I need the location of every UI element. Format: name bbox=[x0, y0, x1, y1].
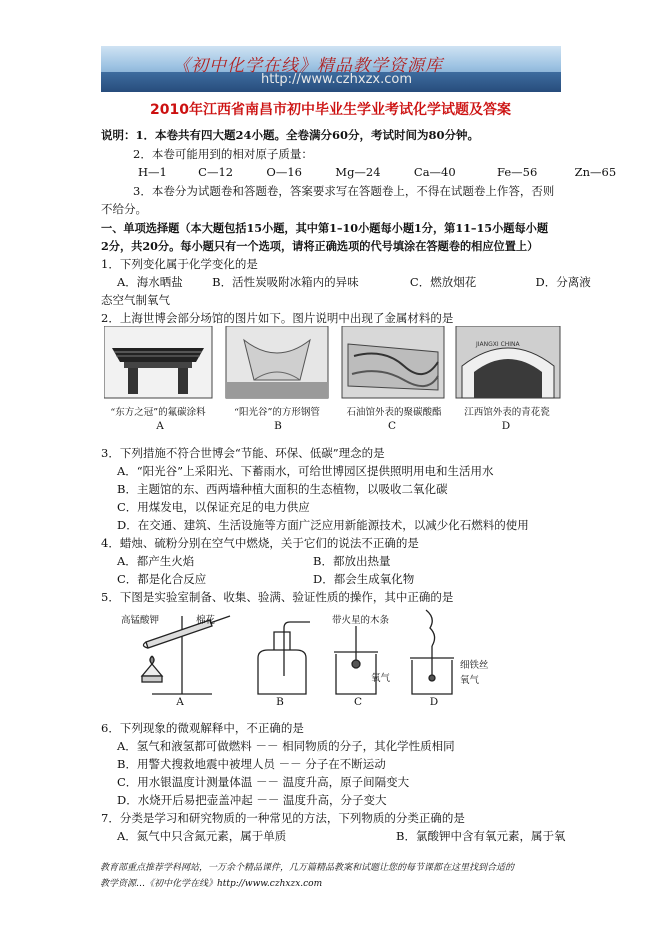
q2-figures bbox=[104, 326, 562, 438]
q5-apparatus bbox=[112, 606, 482, 702]
label-splint: 带火星的木条 bbox=[332, 615, 390, 626]
svg-text:JIANGXI CHINA: JIANGXI CHINA bbox=[476, 341, 520, 348]
figure-c-oil-pavilion bbox=[342, 326, 444, 398]
q7-option-b: B．氯酸钾中含有氧元素，属于氧 bbox=[396, 829, 566, 843]
figure-a-china-pavilion bbox=[104, 326, 212, 398]
q1-options bbox=[117, 274, 591, 290]
q5-letter-d: D bbox=[429, 696, 439, 708]
page-title: 2010年江西省南昌市初中毕业生学业考试化学试题及答案 bbox=[150, 102, 511, 118]
mass-ca: Ca—40 bbox=[413, 165, 456, 179]
mass-c: C—12 bbox=[198, 165, 234, 179]
banner-url[interactable]: http://www.czhxzx.com bbox=[261, 72, 412, 87]
q4-option-b: B．都放出热量 bbox=[313, 554, 391, 568]
q5-letter-b: B bbox=[276, 696, 284, 708]
mass-fe: Fe—56 bbox=[497, 165, 538, 179]
q6-option-a: A．氢气和液氢都可做燃料 －－ 相同物质的分子，其化学性质相同 bbox=[117, 739, 455, 753]
section-heading-1: 一、单项选择题（本大题包括15小题，其中第1–10小题每小题1分，第11–15小题每小题 bbox=[101, 221, 549, 235]
q1-option-a: A．海水晒盐 bbox=[117, 275, 183, 289]
header-banner bbox=[101, 46, 561, 92]
q2-caption-c: 石油馆外表的聚碳酸酯 bbox=[346, 407, 442, 418]
q3-option-c: C．用煤发电，以保证充足的电力供应 bbox=[117, 500, 310, 514]
q6-option-b: B．用警犬搜救地震中被埋人员 －－ 分子在不断运动 bbox=[117, 757, 386, 771]
mass-o: O—16 bbox=[266, 165, 302, 179]
q4-option-c: C．都是化合反应 bbox=[117, 572, 207, 586]
footer-line-1: 教育部重点推荐学科网站，一万余个精品课件，几万篇精品教案和试题让您的每节课都在这里找到合适的 bbox=[100, 863, 515, 873]
note-1: 说明：1．本卷共有四大题24小题。全卷满分60分，考试时间为80分钟。 bbox=[101, 128, 480, 142]
q3-stem: 3．下列措施不符合世博会“节能、环保、低碳”理念的是 bbox=[101, 446, 385, 460]
q4-stem: 4．蜡烛、硫粉分别在空气中燃烧，关于它们的说法不正确的是 bbox=[101, 536, 419, 550]
q2-caption-b: “阳光谷”的方形钢管 bbox=[234, 407, 320, 418]
apparatus-d-iron-wire bbox=[410, 610, 454, 694]
q7-stem: 7．分类是学习和研究物质的一种常见的方法，下列物质的分类正确的是 bbox=[101, 811, 465, 825]
mass-zn: Zn—65 bbox=[574, 165, 617, 179]
q6-option-d: D．水烧开后易把壶盖冲起 －－ 温度升高，分子变大 bbox=[117, 793, 387, 807]
q5-letter-a: A bbox=[176, 696, 184, 708]
apparatus-b-bottle bbox=[258, 622, 310, 694]
q5-letter-c: C bbox=[353, 696, 363, 708]
label-kmno4: 高锰酸钾 bbox=[121, 615, 160, 626]
q2-stem: 2．上海世博会部分场馆的图片如下。图片说明中出现了金属材料的是 bbox=[101, 311, 454, 325]
q5-stem: 5．下图是实验室制备、收集、验满、验证性质的操作，其中正确的是 bbox=[101, 590, 454, 604]
q7-option-a: A．氮气中只含氮元素，属于单质 bbox=[117, 829, 287, 843]
label-cotton: 棉花 bbox=[196, 615, 216, 626]
label-oxygen-c: 氧气 bbox=[371, 673, 391, 684]
label-iron-wire: 细铁丝 bbox=[460, 660, 489, 671]
q1-option-c: C．燃放烟花 bbox=[409, 275, 477, 289]
banner-title: 《初中化学在线》精品教学资源库 bbox=[173, 56, 443, 76]
figure-d-jiangxi-pavilion bbox=[456, 326, 560, 398]
note-3: 3．本卷分为试题卷和答题卷，答案要求写在答题卷上，不得在试题卷上作答，否则 bbox=[133, 184, 555, 198]
mass-h: H—1 bbox=[138, 165, 167, 179]
q1-option-d-cont: 态空气制氧气 bbox=[101, 293, 170, 307]
q6-stem: 6．下列现象的微观解释中，不正确的是 bbox=[101, 721, 304, 735]
q4-option-d: D．都会生成氧化物 bbox=[313, 572, 415, 586]
note-2: 2．本卷可能用到的相对原子质量： bbox=[133, 147, 313, 161]
note-3-cont: 不给分。 bbox=[101, 202, 147, 216]
q1-option-b: B．活性炭吸附冰箱内的异味 bbox=[212, 275, 359, 289]
q2-letter-b: B bbox=[274, 420, 282, 432]
section-heading-2: 2分，共20分。每小题只有一个选项，请将正确选项的代号填涂在答题卷的相应位置上） bbox=[101, 239, 539, 253]
q1-option-d: D．分离液 bbox=[535, 275, 591, 289]
q2-letter-d: D bbox=[501, 420, 511, 432]
label-oxygen-d: 氧气 bbox=[460, 675, 480, 686]
q2-caption-a: “东方之冠”的氟碳涂料 bbox=[110, 407, 206, 418]
q3-option-d: D．在交通、建筑、生活设施等方面广泛应用新能源技术，以减少化石燃料的使用 bbox=[117, 518, 529, 532]
q3-option-a: A．“阳光谷”上采阳光、下蓄雨水，可给世博园区提供照明用电和生活用水 bbox=[117, 464, 494, 478]
footer-line-2[interactable]: 教学资源…《初中化学在线》http://www.czhxzx.com bbox=[100, 879, 323, 889]
q4-option-a: A．都产生火焰 bbox=[117, 554, 195, 568]
mass-mg: Mg—24 bbox=[335, 165, 381, 179]
figure-b-sun-valley bbox=[226, 326, 328, 398]
q1-stem: 1．下列变化属于化学变化的是 bbox=[101, 257, 258, 271]
q3-option-b: B．主题馆的东、西两墙种植大面积的生态植物，以吸收二氧化碳 bbox=[117, 482, 448, 496]
apparatus-a-heating bbox=[142, 616, 230, 694]
atomic-masses bbox=[138, 165, 616, 179]
q6-option-c: C．用水银温度计测量体温 －－ 温度升高，原子间隔变大 bbox=[117, 775, 410, 789]
q2-caption-d: 江西馆外表的青花瓷 bbox=[464, 407, 550, 418]
q2-letter-a: A bbox=[156, 420, 164, 432]
q2-letter-c: C bbox=[387, 420, 397, 432]
